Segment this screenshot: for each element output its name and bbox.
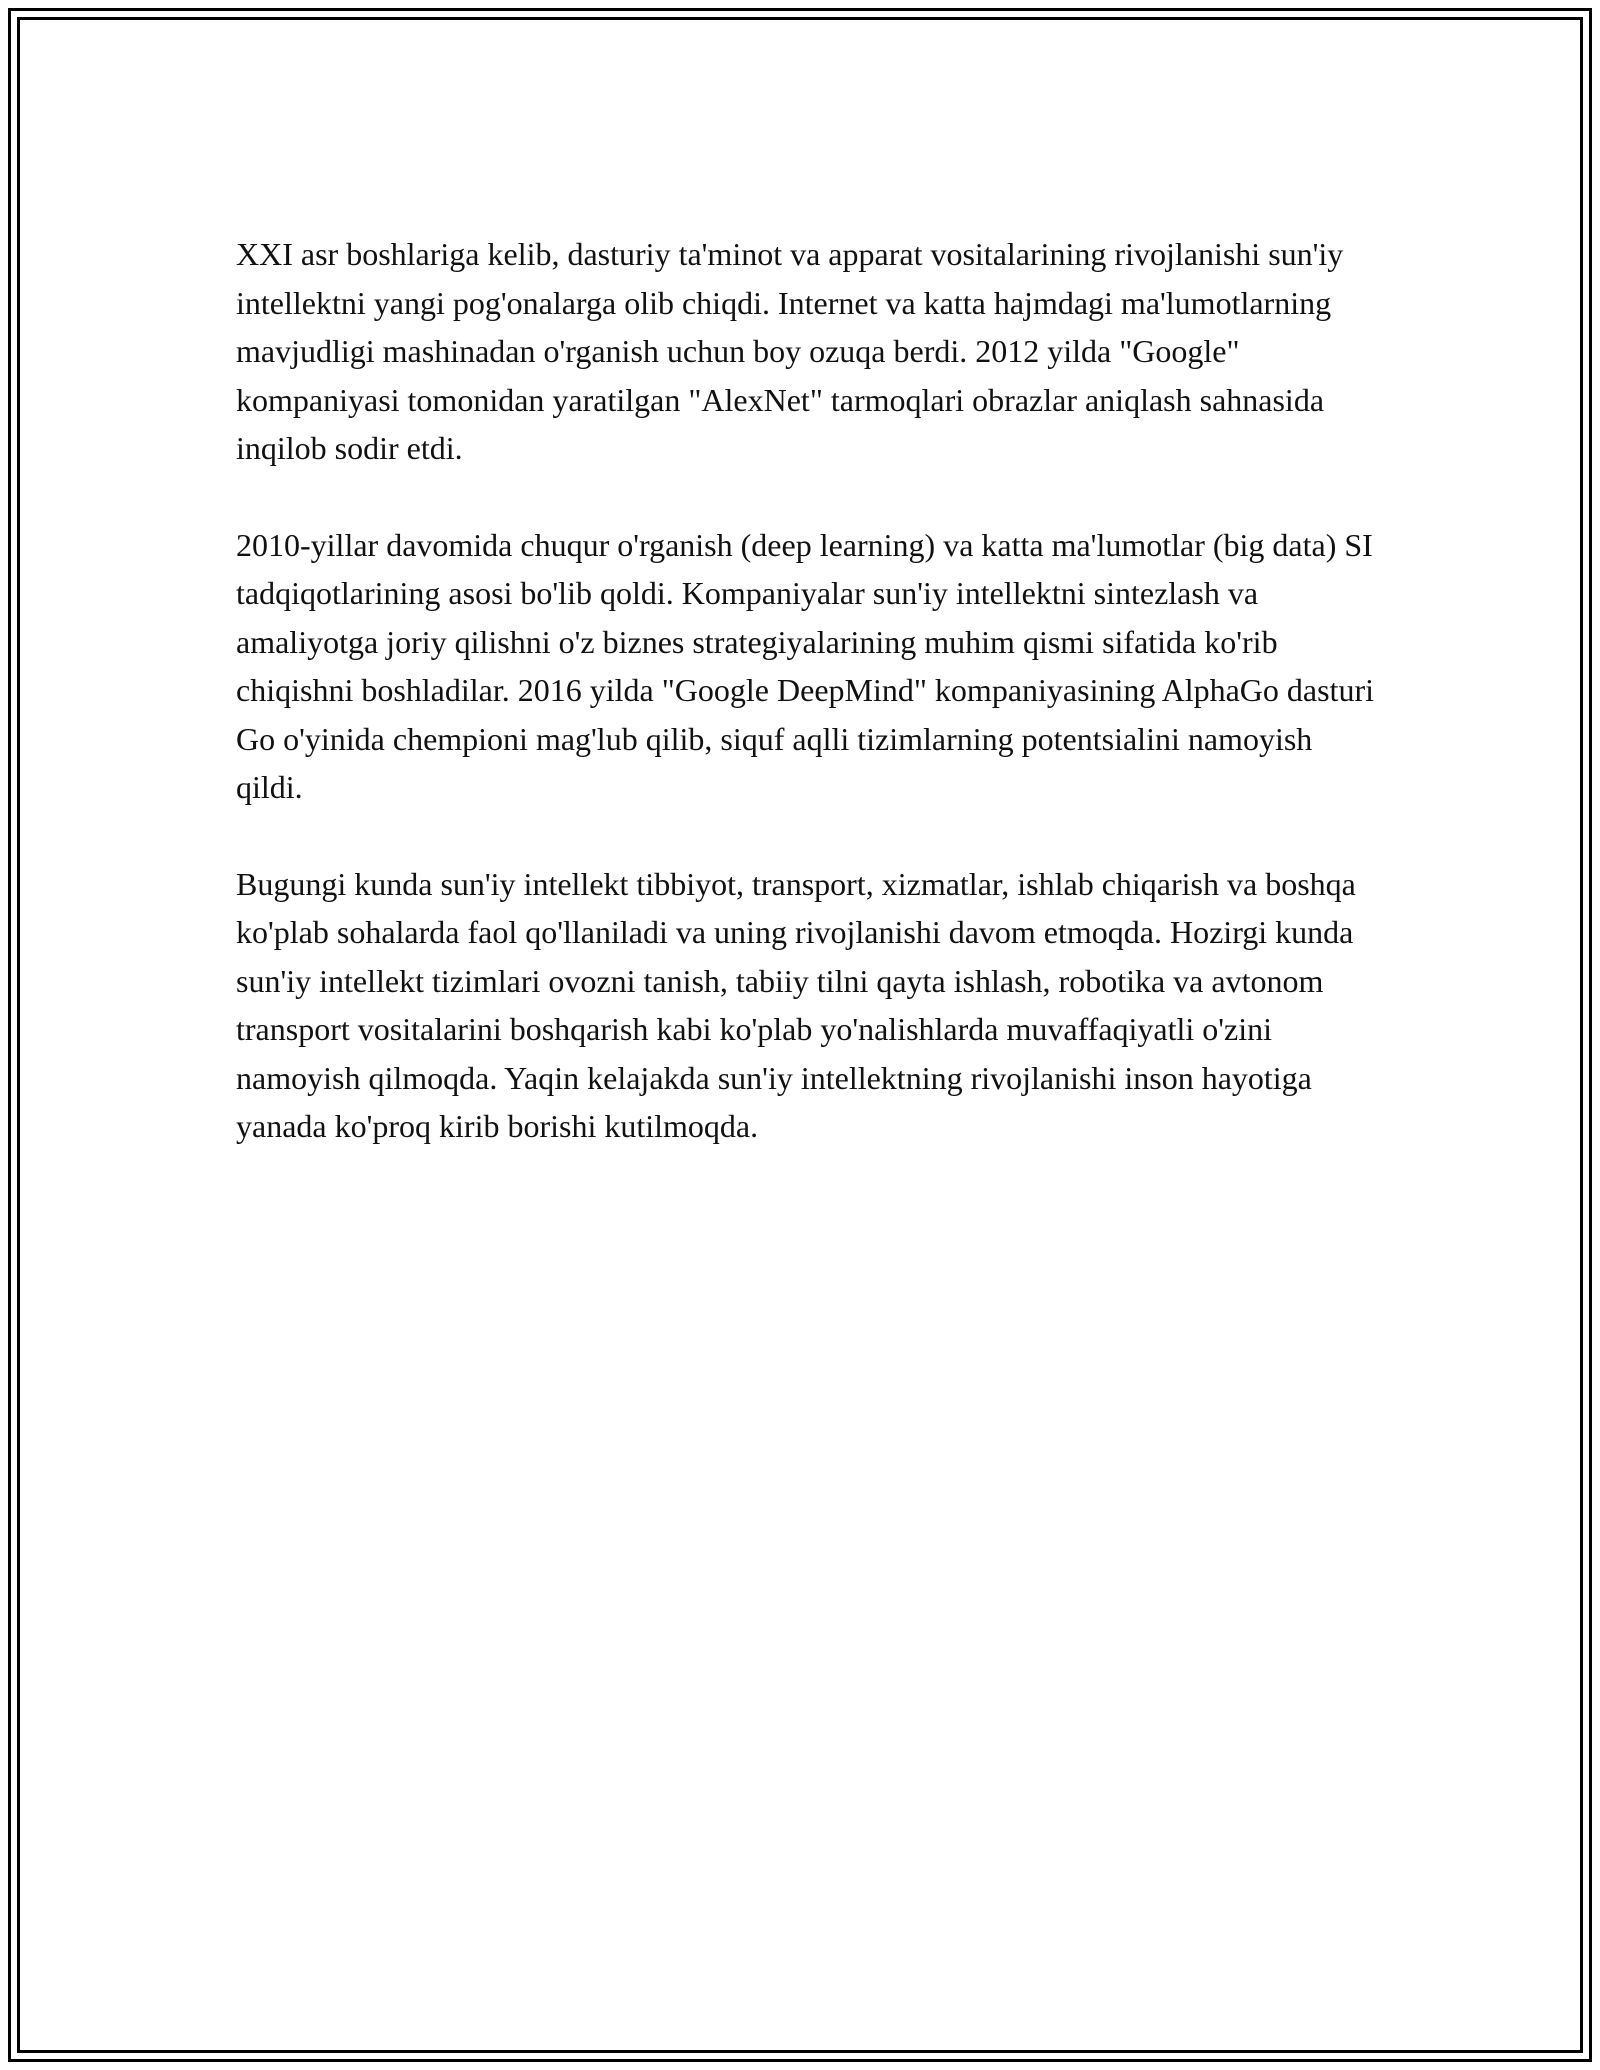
paragraph-2: 2010-yillar davomida chuqur o'rganish (deep learning) va katta ma'lumotlar (big data) SI tadqiqotlarining asosi bo'lib qoldi. Kompaniyalar sun'iy intellektni sintezlash va amaliyotga joriy qilishni o'z biznes strategiyalarining muhim qismi sifatida ko'rib chiqishni boshladilar. 2016 yilda "Google DeepMind" kompaniyasining AlphaGo dasturi Go o'yinida chempioni mag'lub qilib, siquf aqlli tizimlarning potentsialini namoyish qildi.: [236, 526, 1374, 805]
paragraph-3: Bugungi kunda sun'iy intellekt tibbiyot, transport, xizmatlar, ishlab chiqarish va boshqa ko'plab sohalarda faol qo'llaniladi va uning rivojlanishi davom etmoqda. Hozirgi kunda sun'iy intellekt tizimlari ovozni tanish, tabiiy tilni qayta ishlash, robotika va avtonom transport vositalarini boshqarish kabi ko'plab yo'nalishlarda muvaffaqiyatli o'zini namoyish qilmoqda. Yaqin kelajakda sun'iy intellektning rivojlanishi inson hayotiga yanada ko'proq kirib borishi kutilmoqda.: [236, 865, 1356, 1144]
paragraph-1: XXI asr boshlariga kelib, dasturiy ta'minot va apparat vositalarining rivojlanishi sun'iy intellektni yangi pog'onalarga olib chiqdi. Internet va katta hajmdagi ma'lumotlarning mavjudligi mashinadan o'rganish uchun boy ozuqa berdi. 2012 yilda "Google" kompaniyasi tomonidan yaratilgan "AlexNet" tarmoqlari obrazlar aniqlash sahnasida inqilob sodir etdi.: [236, 236, 1344, 466]
document-body: [236, 230, 1376, 1199]
